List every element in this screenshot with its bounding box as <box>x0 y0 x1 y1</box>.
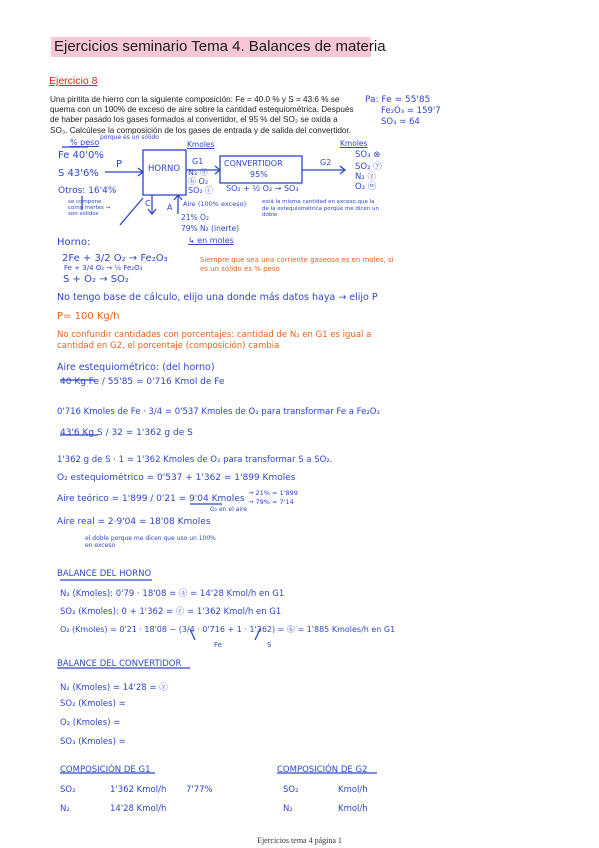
line-o2-fe: 0'716 Kmoles de Fe · 3/4 = 0'537 Kmoles de O₂ para transformar Fe a Fe₂O₃ <box>57 407 380 417</box>
line-aire-real: Aire real = 2·9'04 = 18'08 Kmoles <box>57 517 211 527</box>
diagram-out-n2: N₂ ⓩ <box>355 172 376 182</box>
balance-conv-o2: O₂ (Kmoles) = <box>60 718 121 728</box>
balance-horno-s-label: S <box>267 641 272 649</box>
line-aire-esteq: Aire estequiométrico: (del horno) <box>57 362 215 373</box>
diagram-g1: G1 <box>192 157 204 166</box>
line-base: No tengo base de cálculo, elijo una donde más datos haya → elijo P <box>57 292 378 303</box>
comp-g2-row1-value: Kmol/h <box>338 785 368 795</box>
balance-horno-fe-label: Fe <box>214 641 222 649</box>
diagram-kmoles1: Kmoles <box>187 140 215 149</box>
comp-g2-row1-species: SO₂ <box>283 785 299 795</box>
diagram-out-so2: SO₂ ⓨ <box>355 162 382 172</box>
comp-g1-title: COMPOSICIÓN DE G1 <box>60 765 151 775</box>
horno-r1: 2Fe + 3/2 O₂ → Fe₂O₃ <box>62 253 168 264</box>
exercise-label: Ejercicio 8 <box>49 75 98 87</box>
diagram-so2: SO₂ ⓒ <box>188 186 214 195</box>
comp-g1-row1-pct: 7'77% <box>186 785 213 795</box>
horno-r1b: Fe + 3/4 O₂ → ½ Fe₂O₃ <box>64 264 143 272</box>
horno-r2: S + O₂ → SO₂ <box>63 274 129 285</box>
line-o2-esteq: O₂ estequiométrico = 0'537 + 1'362 = 1'899 Kmoles <box>57 473 296 483</box>
diagram-aire-o2: 21% O₂ <box>181 213 209 222</box>
line-fe-kmol: 40 Kg Fe / 55'85 = 0'716 Kmol de Fe <box>60 377 225 387</box>
diagram-a: A <box>167 203 173 212</box>
diagram-c: C <box>145 199 151 208</box>
diagram-o2: ⓑ O₂ <box>188 177 209 186</box>
diagram-en-moles: ↳ en moles <box>188 236 234 245</box>
diagram-g2: G2 <box>320 158 332 167</box>
line-no-confundir: No confundir cantidades con porcentajes: cantidad de N₂ en G1 es igual a cantidad en G2, el porcentaje (composición) cambia <box>57 330 372 351</box>
diagram-horno: HORNO <box>148 164 181 174</box>
note-fe2o3: Fe₂O₃ = 159'7 <box>381 106 441 116</box>
comp-g2-title: COMPOSICIÓN DE G2 <box>277 765 368 775</box>
diagram-s: S 43'6% <box>58 168 99 179</box>
horno-title: Horno: <box>57 237 91 248</box>
diagram-reaction: SO₂ + ½ O₂ → SO₃ <box>226 184 299 193</box>
comp-g1-row2-value: 14'28 Kmol/h <box>110 804 167 814</box>
line-79pct: → 79% = 7'14 <box>248 498 294 506</box>
balance-conv-title: BALANCE DEL CONVERTIDOR <box>57 659 182 669</box>
comp-g1-row1-value: 1'362 Kmol/h <box>110 785 167 795</box>
diagram-convertidor: CONVERTIDOR <box>224 159 283 168</box>
problem-statement: Una piritita de hierro con la siguiente composición: Fe = 40.0 % y S = 43.6 % se quema con un 100% de exceso de aire sobre la cantidad estequiométrica. Después de haber pasado los gases formados al convertidor, el 95 % del SO₂ se oxida a SO₃. Calcúlese la composición de los gases de entrada y de salida del convertidor. <box>50 95 354 135</box>
balance-conv-so3: SO₃ (Kmoles) = <box>60 737 126 747</box>
note-so3: SO₃ = 64 <box>381 117 420 127</box>
line-o2-s: 1'362 g de S · 1 = 1'362 Kmoles de O₂ para transformar S a SO₂. <box>57 455 333 465</box>
balance-horno-so2: SO₂ (Kmoles): 0 + 1'362 = ⓒ = 1'362 Kmol/h en G1 <box>60 607 282 617</box>
diagram-p: P <box>116 159 123 170</box>
line-aire-teorico: Aire teórico = 1'899 / 0'21 = 9'04 Kmoles <box>57 494 245 504</box>
balance-horno-n2: N₂ (Kmoles): 0'79 · 18'08 = ⓐ = 14'28 Kmol/h en G1 <box>60 589 285 599</box>
diagram-aire-n2: 79% N₂ (inerte) <box>181 224 239 233</box>
diagram-porque: porque es un sólido <box>100 134 159 141</box>
comp-g1-row2-species: N₂ <box>60 804 70 814</box>
line-p: P= 100 Kg/h <box>57 311 120 322</box>
diagram-out-o2: O₂ ⓦ <box>355 182 377 192</box>
horno-note: Siempre que sea una corriente gaseosa es en moles, si es un sólido es % peso <box>200 256 394 273</box>
balance-horno-title: BALANCE DEL HORNO <box>57 569 152 579</box>
line-s-kmol: 43'6 Kg S / 32 = 1'362 g de S <box>60 428 193 438</box>
diagram-aire-note: Aire (100% exceso) <box>183 200 247 208</box>
diagram-kmoles2: Kmoles <box>340 139 368 148</box>
diagram-n2: N₂ ⓐ <box>188 168 208 177</box>
comp-g2-row2-species: N₂ <box>283 804 293 814</box>
comp-g2-row2-value: Kmol/h <box>338 804 368 814</box>
note-pa: Pa: Fe = 55'85 <box>365 95 431 105</box>
line-o2-aire: O₂ en el aire <box>210 506 248 513</box>
diagram-out-so3: SO₃ ⊗ <box>355 150 381 160</box>
diagram-cenizas: se compone como inertes → son sólidos <box>68 199 111 217</box>
diagram-conv-pct: 95% <box>250 170 268 179</box>
comp-g1-row1-species: SO₂ <box>60 785 76 795</box>
page-title: Ejercicios seminario Tema 4. Balances de materia <box>51 37 371 57</box>
line-doble: el doble porque me dicen que uso un 100% en exceso <box>85 535 216 549</box>
balance-horno-o2: O₂ (Kmoles) = 0'21 · 18'08 − (3/4 · 0'716 + 1 · 1'362) = ⓑ = 1'885 Kmoles/h en G1 <box>60 625 396 634</box>
balance-conv-so2: SO₂ (Kmoles) = <box>60 699 126 709</box>
diagram-otros: Otros: 16'4% <box>58 186 117 196</box>
line-21pct: → 21% = 1'899 <box>248 489 298 497</box>
diagram-pct-peso: % peso <box>70 138 100 147</box>
diagram-note-side: está la misma cantidad en exceso que la de la estequiométrica porque me dicen un doble <box>262 199 380 218</box>
page-footer: Ejercicios tema 4 página 1 <box>257 836 342 845</box>
balance-conv-n2: N₂ (Kmoles) = 14'28 = ⓩ <box>60 683 168 693</box>
diagram-fe: Fe 40'0% <box>58 150 104 161</box>
